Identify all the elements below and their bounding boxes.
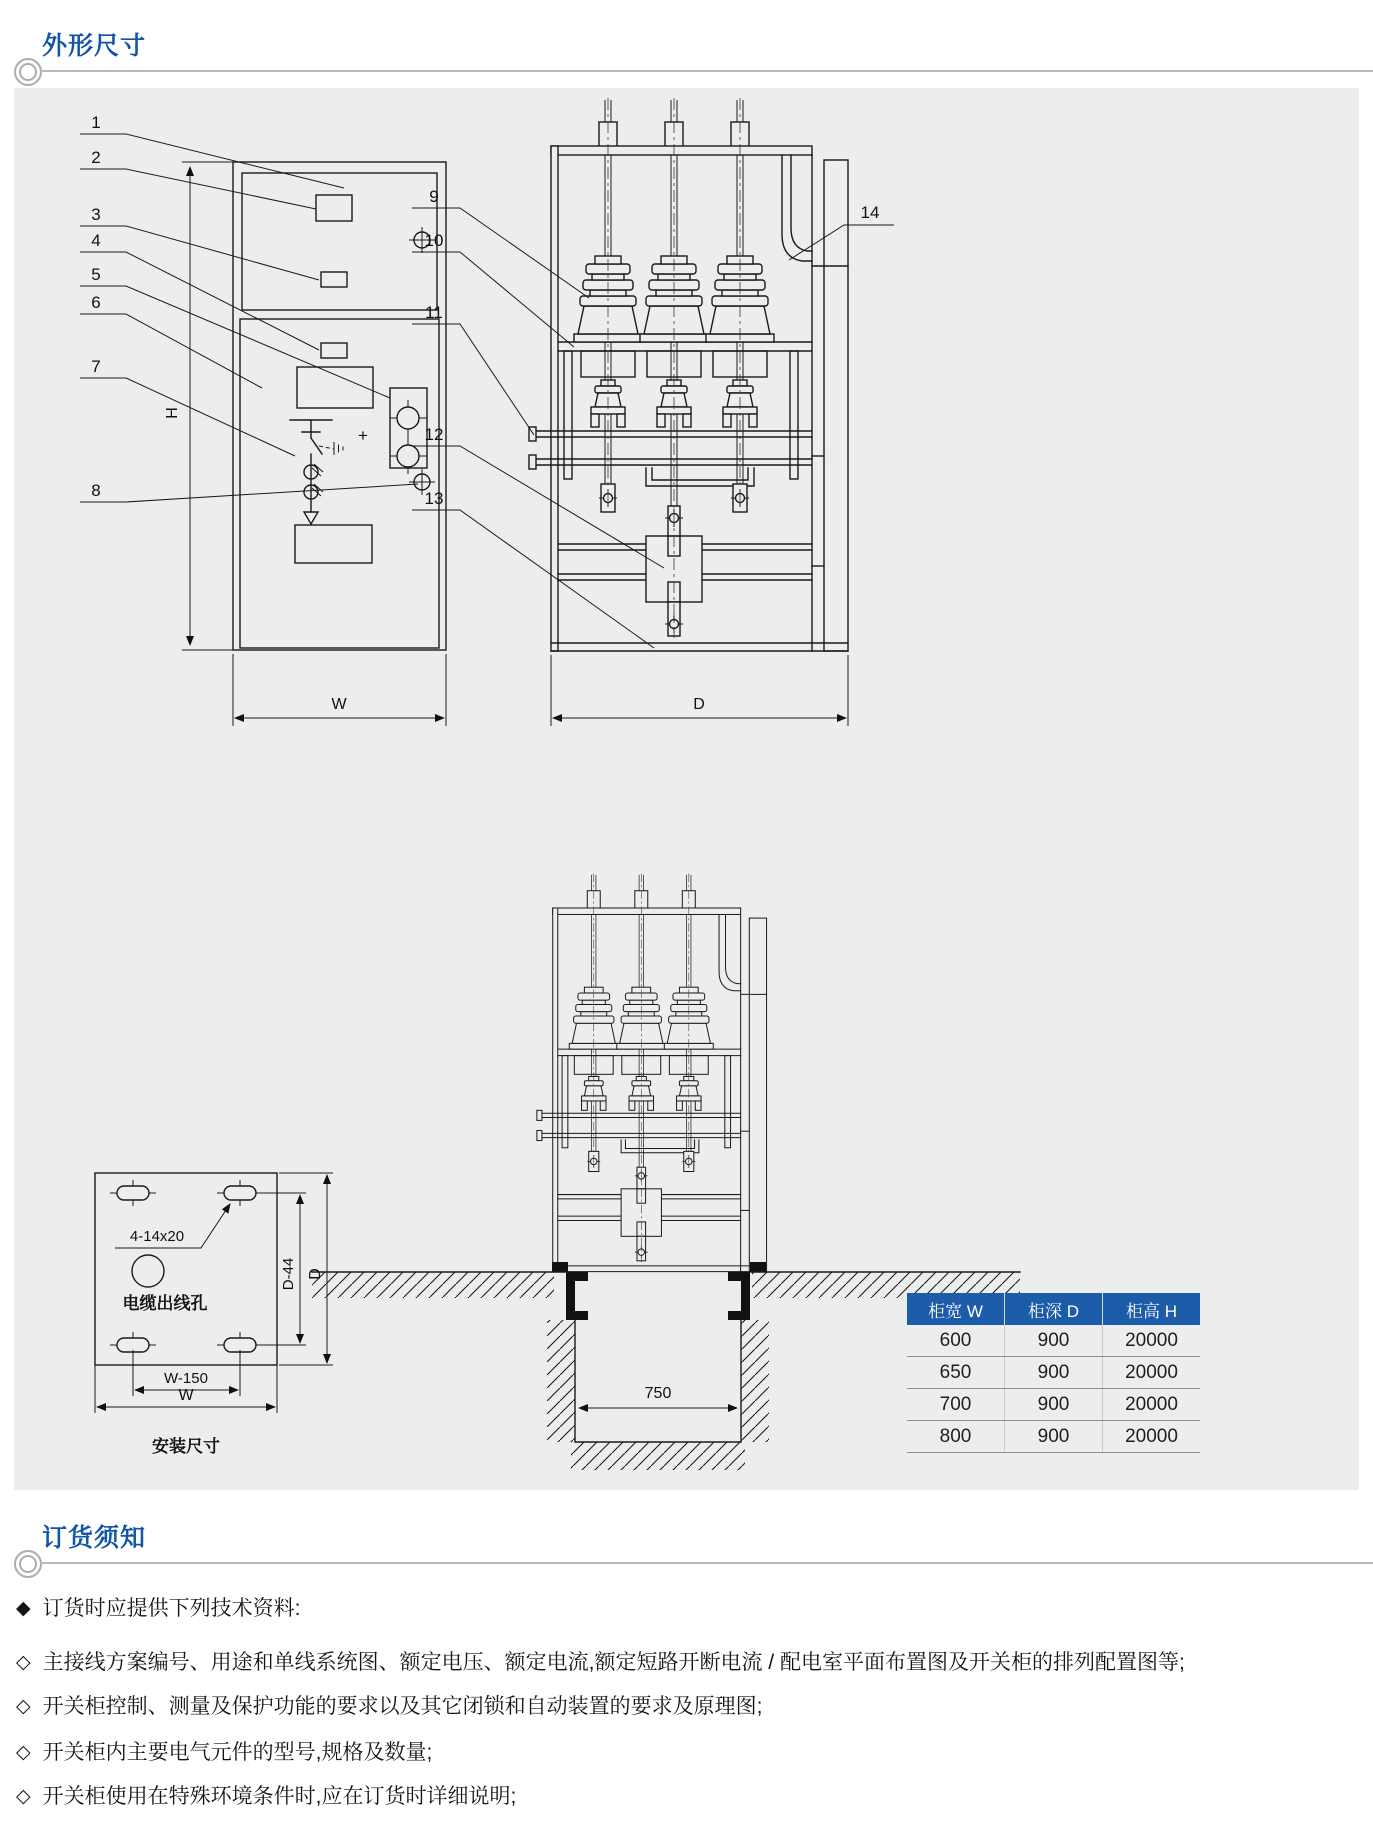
dim-label-d44: D-44 <box>280 1257 297 1291</box>
ordering-item-text: 开关柜内主要电气元件的型号,规格及数量; <box>42 1741 433 1764</box>
part-label-3: 3 <box>91 205 101 224</box>
table-cell: 900 <box>1005 1389 1103 1421</box>
part-label-9: 9 <box>429 187 439 206</box>
table-cell: 20000 <box>1103 1421 1201 1453</box>
section-view-drawing <box>537 873 767 1272</box>
ordering-item-text: 开关柜使用在特殊环境条件时,应在订货时详细说明; <box>42 1785 517 1808</box>
cable-outlet-label: 电缆出线孔 <box>122 1294 208 1313</box>
ordering-item-text: 开关柜控制、测量及保护功能的要求以及其它闭锁和自动装置的要求及原理图; <box>42 1695 763 1718</box>
part-label-14: 14 <box>860 203 880 222</box>
dim-label-w150: W-150 <box>164 1370 208 1387</box>
ordering-notes-title: 订货须知 <box>42 1524 147 1552</box>
table-cell: 20000 <box>1103 1325 1201 1357</box>
part-label-5: 5 <box>91 265 101 284</box>
installation-caption: 安装尺寸 <box>152 1437 220 1456</box>
dim-label-install-w: W <box>178 1387 194 1404</box>
side-view-drawing <box>412 98 894 726</box>
technical-drawing <box>14 88 1359 1490</box>
drawing-panel <box>14 88 1359 1490</box>
table-header-height: 柜高 H <box>1103 1293 1201 1325</box>
table-header-width: 柜宽 W <box>907 1293 1005 1325</box>
ordering-item <box>16 1780 516 1810</box>
part-label-12: 12 <box>424 425 444 444</box>
dim-label-d: D <box>693 696 705 713</box>
ordering-item <box>16 1736 432 1766</box>
mounting-hole-note: 4-14x20 <box>129 1228 185 1245</box>
table-cell: 900 <box>1005 1357 1103 1389</box>
table-cell: 650 <box>907 1357 1005 1389</box>
dim-label-w: W <box>331 696 347 713</box>
part-label-6: 6 <box>91 293 101 312</box>
table-row <box>907 1389 1200 1421</box>
hollow-diamond-icon: ◇ <box>16 1696 31 1717</box>
dim-label-pit-width: 750 <box>644 1385 672 1402</box>
section-rule <box>40 1562 1373 1564</box>
table-cell: 700 <box>907 1389 1005 1421</box>
part-label-4: 4 <box>91 231 101 250</box>
table-row <box>907 1325 1200 1357</box>
dim-label-install-d: D <box>307 1268 324 1280</box>
cabinet-dimensions-table <box>907 1293 1200 1453</box>
ordering-intro-text: 订货时应提供下列技术资料: <box>42 1597 301 1620</box>
hollow-diamond-icon: ◇ <box>16 1652 31 1673</box>
circuit-symbol <box>290 420 343 524</box>
part-label-8: 8 <box>91 481 101 500</box>
hollow-diamond-icon: ◇ <box>16 1786 31 1807</box>
installation-plan-drawing <box>95 1173 333 1456</box>
ordering-item <box>16 1646 1185 1676</box>
part-label-13: 13 <box>424 489 444 508</box>
table-cell: 20000 <box>1103 1389 1201 1421</box>
part-label-2: 2 <box>91 148 101 167</box>
table-cell: 900 <box>1005 1325 1103 1357</box>
dim-label-h: H <box>164 407 181 419</box>
section-bullet-icon <box>14 58 42 86</box>
hollow-diamond-icon: ◇ <box>16 1742 31 1763</box>
section-bullet-icon <box>14 1550 42 1578</box>
table-cell: 900 <box>1005 1421 1103 1453</box>
part-label-10: 10 <box>424 231 444 250</box>
part-label-7: 7 <box>91 357 101 376</box>
plus-symbol: + <box>358 426 368 445</box>
ordering-intro <box>16 1592 300 1622</box>
table-cell: 800 <box>907 1421 1005 1453</box>
section-rule <box>40 70 1373 72</box>
ordering-item-text: 主接线方案编号、用途和单线系统图、额定电压、额定电流,额定短路开断电流 / 配电室平面布置图及开关柜的排列配置图等; <box>42 1651 1185 1674</box>
outline-dimensions-title: 外形尺寸 <box>42 32 147 60</box>
table-row <box>907 1357 1200 1389</box>
filled-diamond-icon: ◆ <box>16 1598 31 1619</box>
table-cell: 600 <box>907 1325 1005 1357</box>
part-label-1: 1 <box>91 113 101 132</box>
table-header-depth: 柜深 D <box>1005 1293 1103 1325</box>
table-row <box>907 1421 1200 1453</box>
part-label-11: 11 <box>425 303 443 322</box>
front-view-drawing <box>80 113 446 726</box>
table-cell: 20000 <box>1103 1357 1201 1389</box>
ordering-item <box>16 1690 762 1720</box>
